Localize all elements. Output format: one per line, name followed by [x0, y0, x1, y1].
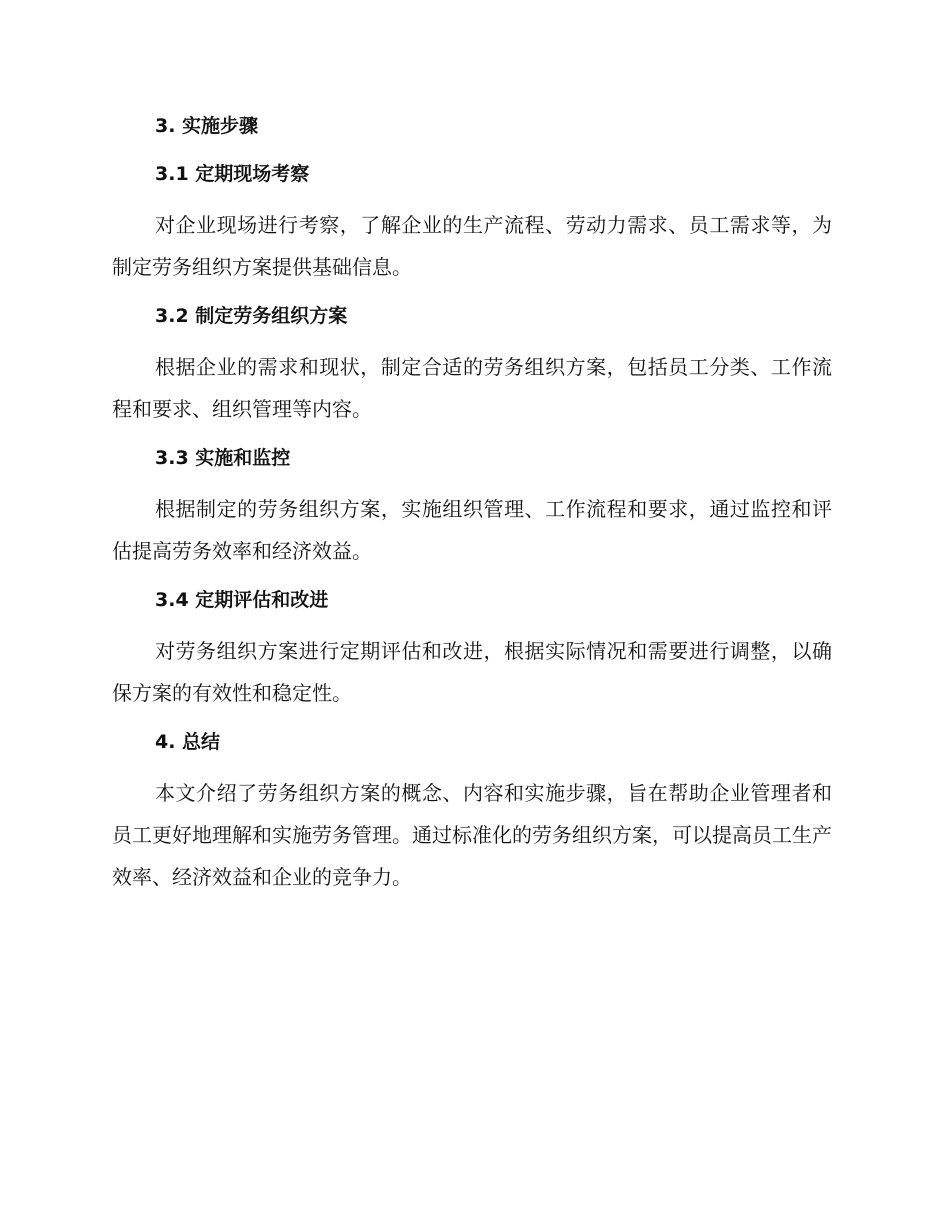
section-paragraph-3-1: 对企业现场进行考察，了解企业的生产流程、劳动力需求、员工需求等，为制定劳务组织方案提供基础信息。 [112, 213, 832, 279]
document-body [112, 108, 832, 898]
section-heading-3-1: 3.1 定期现场考察 [155, 163, 310, 185]
section-paragraph-3-3: 根据制定的劳务组织方案，实施组织管理、工作流程和要求，通过监控和评估提高劳务效率和经济效益。 [112, 497, 832, 563]
section-heading-4: 4. 总结 [155, 731, 221, 753]
section-paragraph-3-2: 根据企业的需求和现状，制定合适的劳务组织方案，包括员工分类、工作流程和要求、组织管理等内容。 [112, 355, 832, 421]
section-heading-3-2: 3.2 制定劳务组织方案 [155, 305, 348, 327]
section-paragraph-4: 本文介绍了劳务组织方案的概念、内容和实施步骤，旨在帮助企业管理者和员工更好地理解和实施劳务管理。通过标准化的劳务组织方案，可以提高员工生产效率、经济效益和企业的竞争力。 [112, 781, 832, 889]
section-heading-3: 3. 实施步骤 [155, 115, 259, 137]
section-paragraph-3-4: 对劳务组织方案进行定期评估和改进，根据实际情况和需要进行调整，以确保方案的有效性和稳定性。 [112, 639, 832, 705]
section-heading-3-3: 3.3 实施和监控 [155, 447, 291, 469]
section-heading-3-4: 3.4 定期评估和改进 [155, 589, 329, 611]
